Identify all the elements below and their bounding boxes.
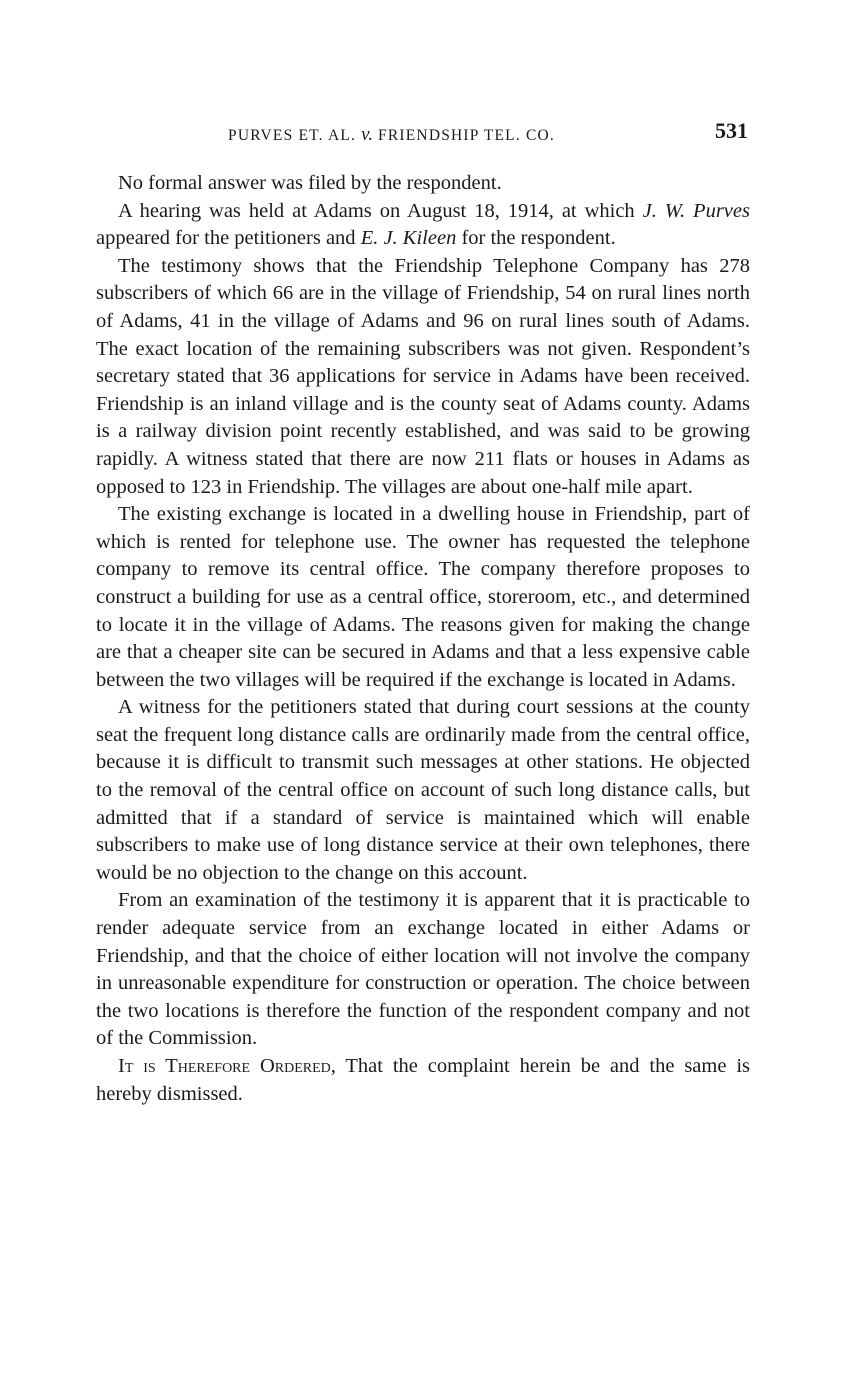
hearing-text-3: for the respondent. xyxy=(456,227,616,250)
order-text: That the complaint herein be and the same is hereby dismissed. xyxy=(96,1055,750,1105)
paragraph-existing-exchange: The existing exchange is located in a dwelling house in Friendship, part of which is rented for telephone use. The owner has requested the telephone company to remove its central office. The company therefore proposes to construct a building for use as a central office, storeroom, etc., and determined to locate it in the village of Adams. The reasons given for making the change are that a cheaper site can be secured in Adams and that a less expensive cable between the two villages will be required if the exchange is located in Adams. xyxy=(96,503,750,691)
case-title-respondent: FRIENDSHIP TEL. CO. xyxy=(378,127,555,144)
paragraph-hearing xyxy=(96,198,750,253)
hearing-text-1: A hearing was held at Adams on August 18, 1914, at which xyxy=(118,199,643,222)
paragraph-testimony: The testimony shows that the Friendship Telephone Company has 278 subscribers of which 66 are in the village of Friendship, 54 on rural lines north of Adams, 41 in the village of Adams and 96 on rural lines south of Adams. The exact location of the remaining subscribers was not given. Respondent’s secretary stated that 36 applications for service in Adams have been received. Friendship is an inland village and is the county seat of Adams county. Adams is a railway division point recently established, and was said to be growing rapidly. A witness stated that there are now 211 flats or houses in Adams as opposed to 123 in Friendship. The villages are about one-half mile apart. xyxy=(96,254,750,498)
page-number: 531 xyxy=(715,118,748,143)
paragraph-witness: A witness for the petitioners stated that during court sessions at the county seat the frequent long distance calls are ordinarily made from the central office, because it is difficult to transmit such messages at other stations. He objected to the removal of the central office on account of such long distance calls, but admitted that if a standard of service is maintained which will enable subscribers to make use of long distance service at their own telephones, there would be no objection to the change on this account. xyxy=(96,696,750,884)
paragraph-examination: From an examination of the testimony it is apparent that it is practicable to render adequate service from an exchange located in either Adams or Friendship, and that the choice of either location will not involve the company in unreasonable expenditure for construction or operation. The choice between the two locations is therefore the function of the respondent company and not of the Commission. xyxy=(96,889,750,1050)
order-lead: It is Therefore Ordered, xyxy=(118,1055,336,1077)
body-text xyxy=(96,170,750,1108)
case-title xyxy=(228,124,555,146)
paragraph-answer: No formal answer was filed by the respondent. xyxy=(118,172,502,194)
counsel-respondent: E. J. Kileen xyxy=(360,227,457,250)
running-header xyxy=(96,118,750,148)
counsel-petitioners: J. W. Purves xyxy=(642,199,750,222)
hearing-text-2: appeared for the petitioners and xyxy=(96,227,361,250)
case-title-versus: v. xyxy=(361,124,373,145)
case-title-parties: PURVES ET. AL. xyxy=(228,127,357,144)
paragraph-order xyxy=(96,1053,750,1108)
